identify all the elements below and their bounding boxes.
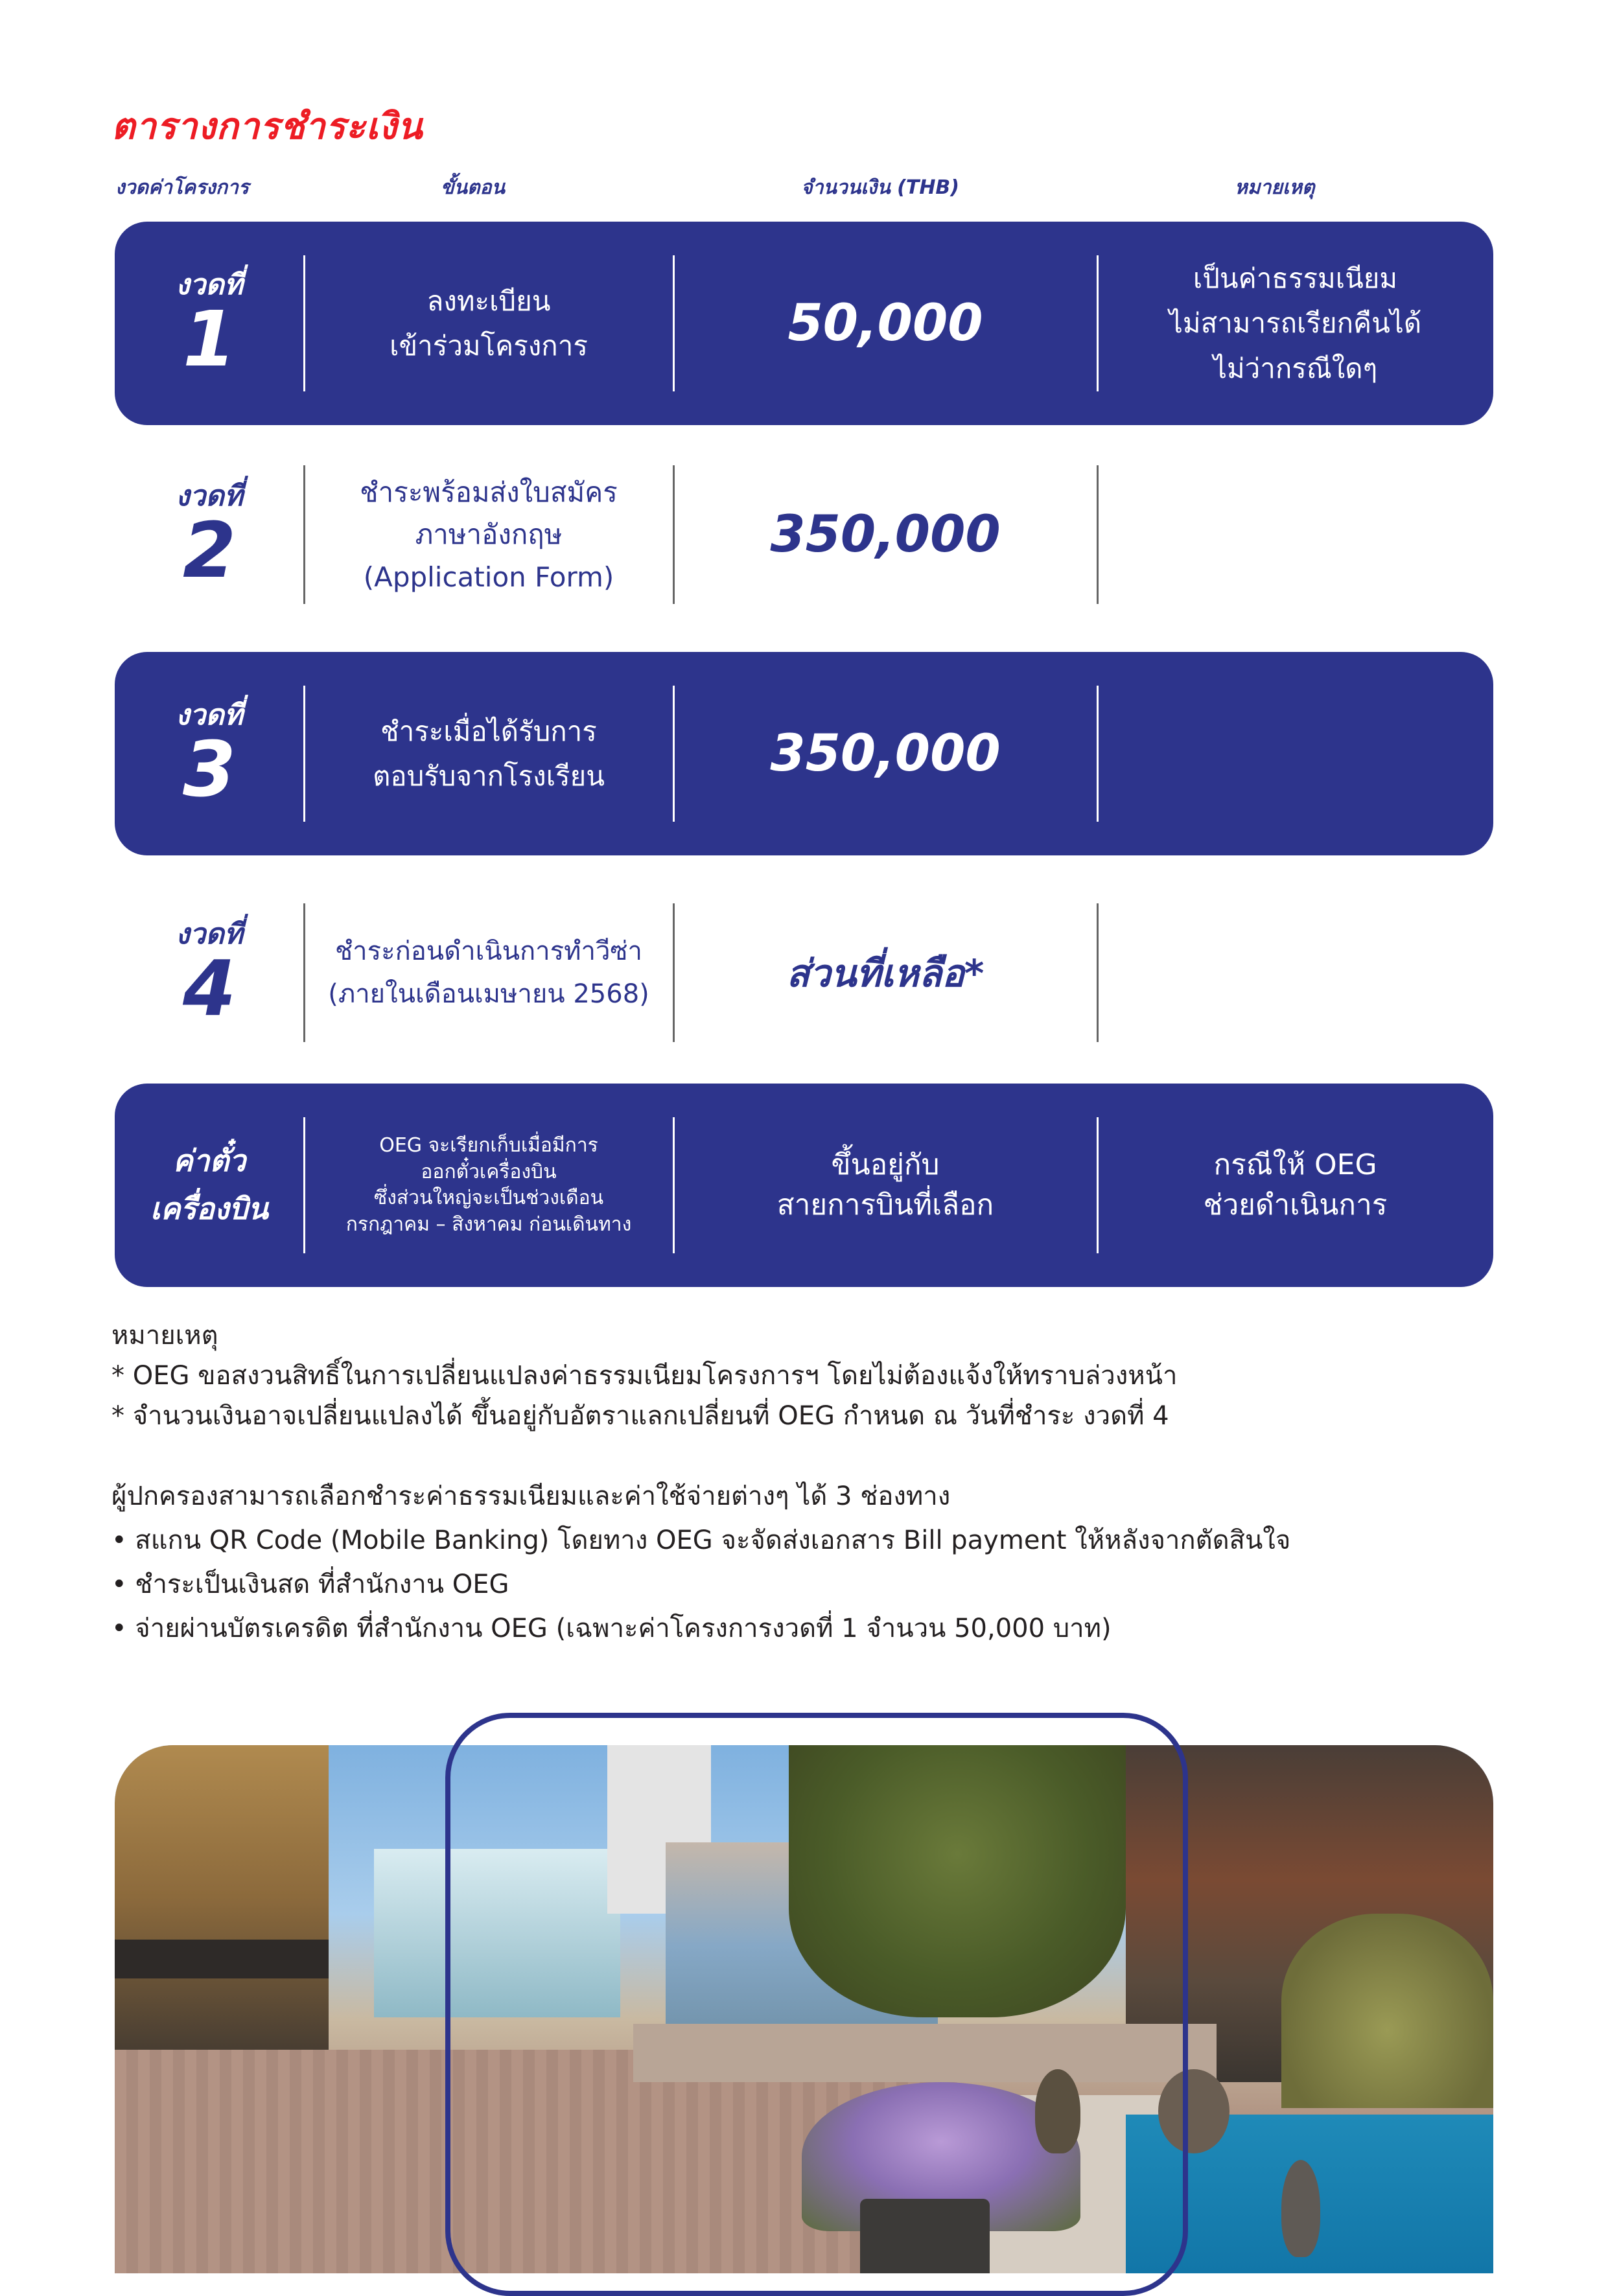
step-line: (Application Form) <box>363 561 614 593</box>
step-line: ภาษาอังกฤษ <box>415 518 563 551</box>
installment-number: 2 <box>182 505 237 596</box>
installment-number: 3 <box>182 725 237 815</box>
installment-word: งวดที่ <box>176 917 243 951</box>
step-line: ชำระเมื่อได้รับการ <box>380 715 597 747</box>
step-cell <box>304 465 673 604</box>
step-line: เข้าร่วมโครงการ <box>390 330 588 362</box>
photo-highlight-frame <box>445 1713 1188 2296</box>
notes-heading: หมายเหตุ <box>111 1321 218 1351</box>
installment-word: งวดที่ <box>176 698 243 732</box>
installment-row-3 <box>115 652 1493 855</box>
amount-value: ส่วนที่เหลือ* <box>786 951 985 995</box>
column-header-amount: จำนวนเงิน (THB) <box>801 176 959 199</box>
payment-intro: ผู้ปกครองสามารถเลือกชำระค่าธรรมเนียมและค่าใช้จ่ายต่างๆ ได้ 3 ช่องทาง <box>111 1481 951 1511</box>
column-header-step: ขั้นตอน <box>441 176 506 199</box>
amount-cell <box>673 465 1097 604</box>
step-line: กรกฎาคม – สิงหาคม ก่อนเดินทาง <box>345 1212 632 1236</box>
remark-cell <box>1097 465 1493 604</box>
page-title: ตารางการชำระเงิน <box>111 106 423 148</box>
payment-method-item: • สแกน QR Code (Mobile Banking) โดยทาง OEG จะจัดส่งเอกสาร Bill payment ให้หลังจากตัดสินใจ <box>111 1525 1291 1555</box>
remark-cell <box>1097 903 1493 1042</box>
remark-line: ช่วยดำเนินการ <box>1203 1189 1388 1222</box>
amount-value: 350,000 <box>770 725 1001 783</box>
payment-method-item: • ชำระเป็นเงินสด ที่สำนักงาน OEG <box>111 1570 509 1599</box>
installment-label-cell <box>115 686 304 822</box>
installment-word: งวดที่ <box>176 268 243 301</box>
amount-line: สายการบินที่เลือก <box>776 1189 994 1222</box>
step-line: ซึ่งส่วนใหญ่จะเป็นช่วงเดือน <box>373 1187 604 1209</box>
photo-ornamental-grass <box>1281 1914 1493 2108</box>
airfare-step-cell <box>304 1117 673 1253</box>
remark-line: เป็นค่าธรรมเนียม <box>1193 262 1398 295</box>
installment-row-4 <box>115 892 1493 1054</box>
column-header-installment: งวดค่าโครงการ <box>115 176 249 199</box>
column-header-remark: หมายเหตุ <box>1235 176 1315 199</box>
step-line: ออกตั๋วเครื่องบิน <box>421 1160 557 1183</box>
note-item: * OEG ขอสงวนสิทธิ์ในการเปลี่ยนแปลงค่าธรรมเนียมโครงการฯ โดยไม่ต้องแจ้งให้ทราบล่วงหน้า <box>111 1361 1178 1391</box>
amount-value: 50,000 <box>787 294 983 353</box>
installment-word: งวดที่ <box>176 479 243 513</box>
airfare-label-cell <box>115 1117 304 1253</box>
step-line: ลงทะเบียน <box>426 284 551 317</box>
installment-number: 4 <box>182 944 237 1034</box>
airfare-amount-cell <box>673 1117 1097 1253</box>
installment-row-2 <box>115 454 1493 616</box>
step-cell <box>304 686 673 822</box>
airfare-label-line: เครื่องบิน <box>150 1191 268 1226</box>
installment-label-cell <box>115 903 304 1042</box>
step-line: OEG จะเรียกเก็บเมื่อมีการ <box>379 1134 598 1157</box>
airfare-row <box>115 1084 1493 1287</box>
airfare-label-line: ค่าตั๋ว <box>172 1143 246 1179</box>
remark-cell <box>1097 255 1493 391</box>
step-line: ชำระก่อนดำเนินการทำวีซ่า <box>334 936 643 966</box>
installment-label-cell <box>115 255 304 391</box>
remark-line: ไม่ว่ากรณีใดๆ <box>1213 352 1378 384</box>
remark-cell <box>1097 686 1493 822</box>
step-cell <box>304 255 673 391</box>
payment-method-item: • จ่ายผ่านบัตรเครดิต ที่สำนักงาน OEG (เฉพาะค่าโครงการงวดที่ 1 จำนวน 50,000 บาท) <box>111 1614 1112 1643</box>
installment-number: 1 <box>182 294 237 384</box>
photo-awning <box>115 1940 329 1978</box>
photo-building-left <box>115 1745 329 2082</box>
installment-row-1 <box>115 222 1493 425</box>
notes-section <box>111 1316 1177 1436</box>
step-line: ชำระพร้อมส่งใบสมัคร <box>360 476 618 509</box>
amount-cell <box>673 255 1097 391</box>
amount-line: ขึ้นอยู่กับ <box>831 1148 940 1182</box>
installment-label-cell <box>115 465 304 604</box>
airfare-remark-cell <box>1097 1117 1493 1253</box>
remark-line: ไม่สามารถเรียกคืนได้ <box>1169 307 1422 340</box>
remark-line: กรณีให้ OEG <box>1213 1148 1377 1182</box>
step-line: (ภายในเดือนเมษายน 2568) <box>328 979 649 1009</box>
photo-duck-statue <box>1281 2160 1320 2257</box>
amount-value: 350,000 <box>770 505 1001 564</box>
step-line: ตอบรับจากโรงเรียน <box>373 760 605 792</box>
payment-methods-section <box>111 1474 1290 1651</box>
step-cell <box>304 903 673 1042</box>
amount-cell <box>673 686 1097 822</box>
note-item: * จำนวนเงินอาจเปลี่ยนแปลงได้ ขึ้นอยู่กับอัตราแลกเปลี่ยนที่ OEG กำหนด ณ วันที่ชำระ งวดที่ 4 <box>111 1401 1169 1431</box>
amount-cell <box>673 903 1097 1042</box>
